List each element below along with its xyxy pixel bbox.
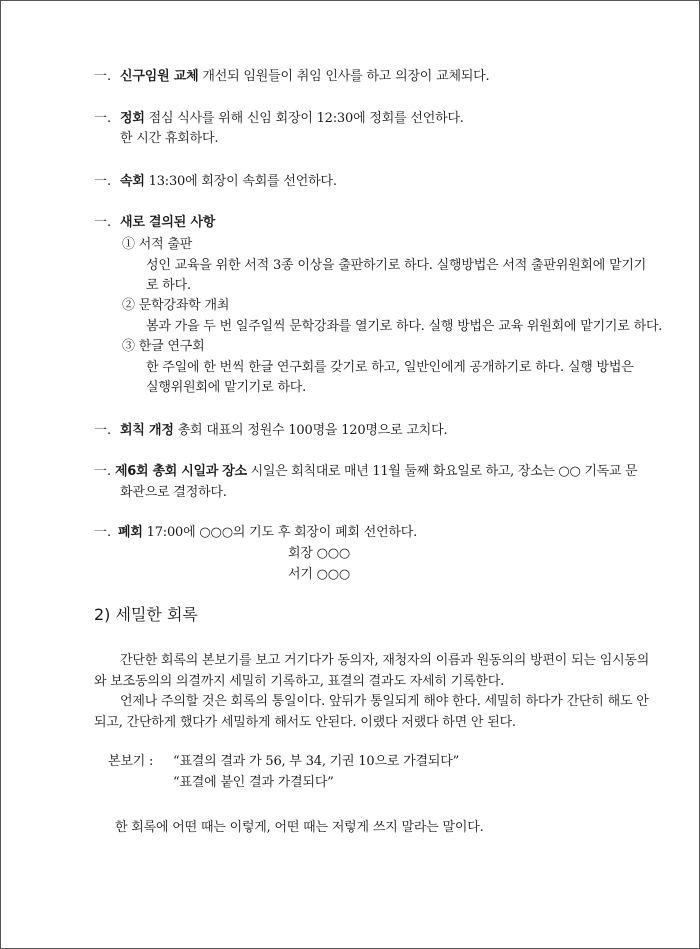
item-keyword: 정회	[120, 111, 145, 126]
item-keyword: 신구임원 교체	[120, 69, 199, 84]
closing-sentence: 한 회록에 어떤 때는 이렇게, 어떤 때는 저렇게 쓰지 말라는 말이다.	[115, 820, 484, 835]
paragraph-line: 와 보조동의의 의결까지 세밀히 기록하고, 표결의 결과도 자세히 기록한다.	[94, 674, 505, 689]
resolution-heading: ② 문학강좌학 개최	[122, 298, 230, 313]
resolution-text: 성인 교육을 위한 서적 3종 이상을 출판하기로 하다. 실행방법은 서적 출판위원회에 맡기기	[146, 258, 647, 273]
item-keyword: 새로 결의된 사항	[120, 215, 216, 230]
item-keyword: 속회	[120, 174, 145, 189]
resolution-text: 한 주일에 한 번씩 한글 연구회를 갖기로 하고, 일반인에게 공개하기로 하다. 실행 방법은	[146, 360, 634, 375]
minutes-item	[120, 215, 215, 231]
resolution-text: 로 하다.	[146, 278, 191, 293]
item-text: 총회 대표의 정원수 100명을 120명으로 고치다.	[173, 423, 448, 438]
minutes-item	[118, 525, 417, 541]
item-keyword: 회칙 개정	[120, 423, 174, 438]
minutes-item	[120, 111, 464, 127]
minutes-item	[120, 174, 337, 190]
item-text: 시일은 회칙대로 매년 11월 둘째 화요일로 하고, 장소는 ○○ 기독교 문	[246, 464, 638, 479]
signature-chair: 회장 ○○○	[288, 546, 351, 561]
item-bullet: 一.	[94, 111, 112, 126]
minutes-item	[115, 464, 637, 480]
item-keyword: 폐회	[118, 525, 143, 540]
resolution-heading: ③ 한글 연구회	[122, 339, 205, 354]
item-text: 17:00에 ○○○의 기도 후 회장이 폐회 선언하다.	[142, 525, 418, 540]
item-continuation: 한 시간 휴회하다.	[120, 131, 219, 146]
section-title: 2) 세밀한 회록	[94, 605, 198, 624]
item-keyword: 제6회 총회 시일과 장소	[115, 464, 247, 479]
item-bullet: 一.	[94, 423, 112, 438]
example-line: “표결에 붙인 결과 가결되다”	[173, 775, 334, 790]
resolution-heading: ① 서적 출판	[122, 237, 193, 252]
resolution-text: 실행위원회에 맡기기로 하다.	[146, 380, 307, 395]
paragraph-line: 되고, 간단하게 했다가 세밀하게 해서도 안된다. 이랬다 저랬다 하면 안 된다.	[94, 715, 516, 730]
example-line: “표결의 결과 가 56, 부 34, 기권 10으로 가결되다”	[173, 754, 460, 769]
item-text: 13:30에 회장이 속회를 선언하다.	[144, 174, 337, 189]
signature-secretary: 서기 ○○○	[288, 567, 351, 582]
item-continuation: 화관으로 결정하다.	[120, 485, 227, 500]
example-label: 본보기 :	[108, 754, 154, 769]
minutes-item	[120, 69, 489, 85]
item-bullet: 一.	[94, 69, 112, 84]
item-bullet: 一.	[94, 464, 112, 479]
item-bullet: 一.	[94, 215, 112, 230]
minutes-item	[120, 423, 447, 439]
item-text: 점심 식사를 위해 신임 회장이 12:30에 정회를 선언하다.	[144, 111, 464, 126]
item-text: 개선되 임원들이 취임 인사를 하고 의장이 교체되다.	[198, 69, 490, 84]
paragraph-line: 언제나 주의할 것은 회록의 통일이다. 앞뒤가 통일되게 해야 한다. 세밀히 하다가 간단히 해도 안	[120, 694, 649, 709]
resolution-text: 봄과 가을 두 번 일주일씩 문학강좌를 열기로 하다. 실행 방법은 교육 위원회에 맡기기로 하다.	[146, 319, 663, 334]
item-bullet: 一.	[94, 525, 112, 540]
item-bullet: 一.	[94, 174, 112, 189]
paragraph-line: 간단한 회록의 본보기를 보고 거기다가 동의자, 재청자의 이름과 원동의의 방편이 되는 임시동의	[120, 653, 650, 668]
